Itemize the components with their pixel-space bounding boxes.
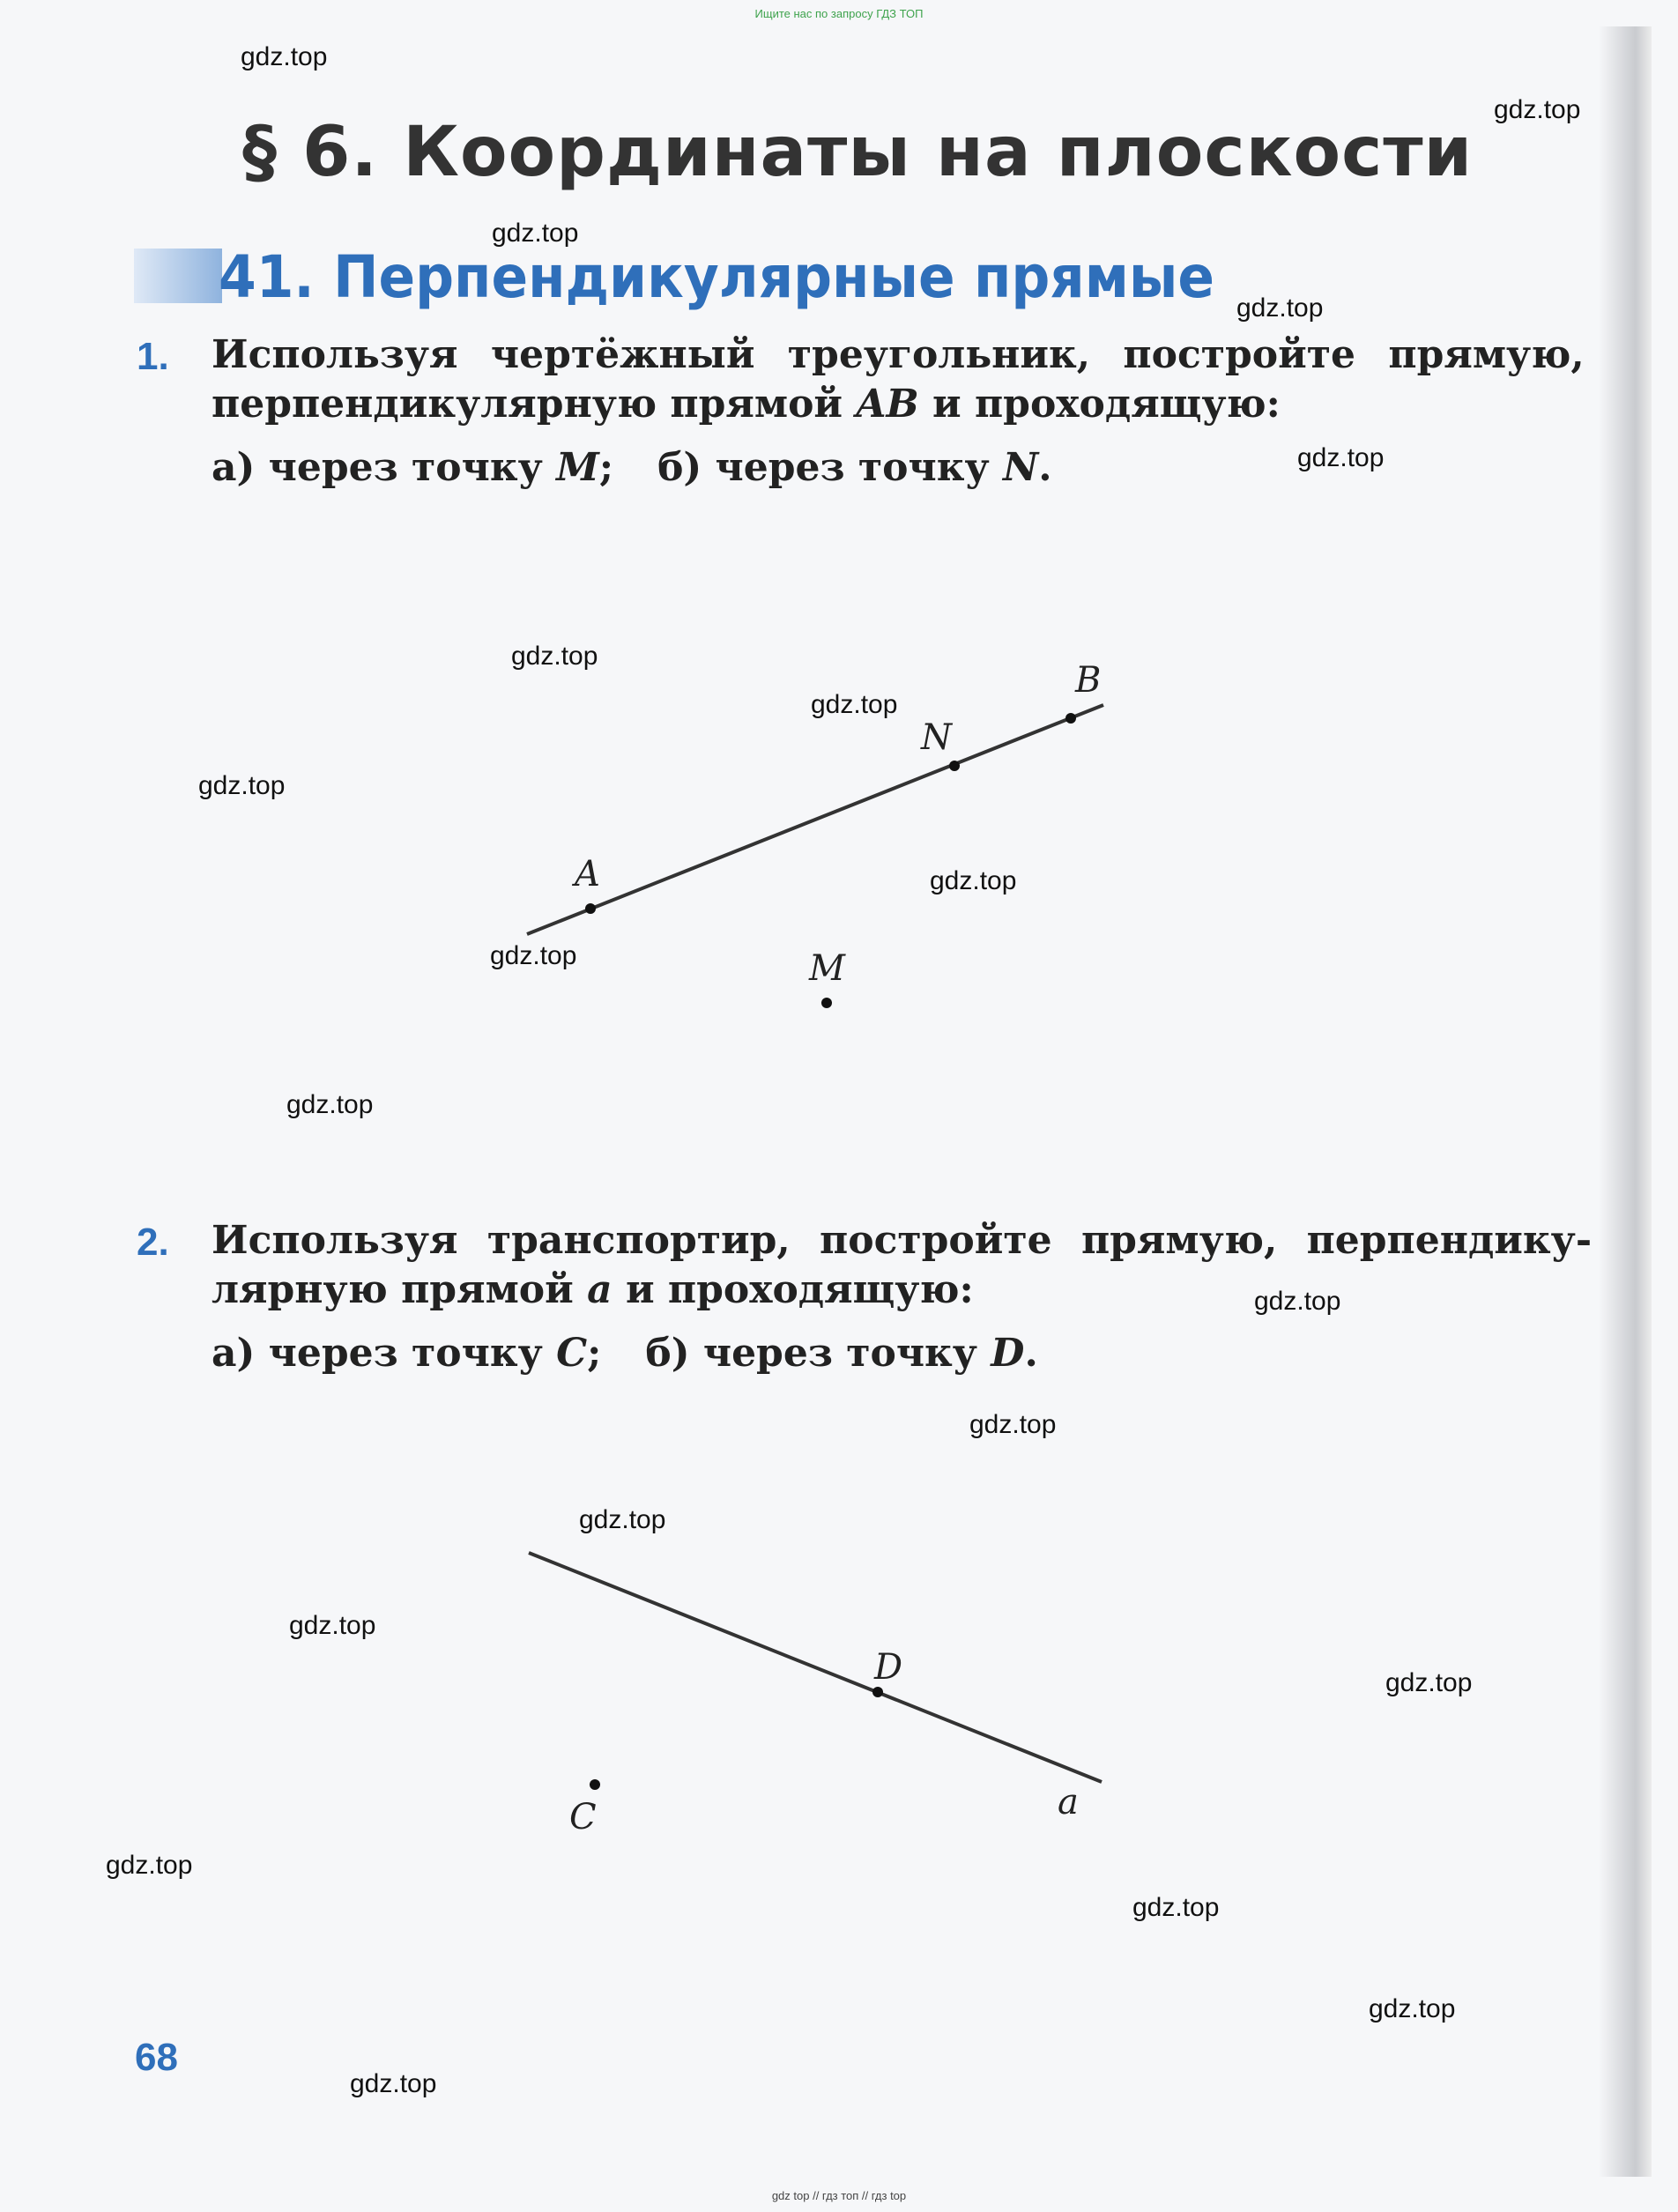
watermark: gdz.top [1254, 1287, 1341, 1316]
task2-b-post: . [1024, 1331, 1038, 1376]
watermark: gdz.top [1385, 1668, 1473, 1697]
figure-2 [529, 1553, 1102, 1837]
watermark: gdz.top [350, 2069, 437, 2098]
task1-b-var: N [1002, 445, 1039, 490]
page-number: 68 [135, 2036, 178, 2079]
watermark: gdz.top [198, 771, 286, 800]
task2-b-pre: б) через точку [645, 1331, 991, 1376]
label-b: B [1075, 660, 1102, 701]
watermark: gdz.top [490, 941, 577, 970]
watermark: gdz.top [289, 1611, 376, 1640]
watermark: gdz.top [969, 1410, 1057, 1439]
task1-line1: Используя чертёжный треугольник, постройте прямую, [212, 332, 1585, 377]
point-c [590, 1779, 600, 1790]
watermark: gdz.top [811, 690, 898, 719]
task1-a-pre: а) через точку [212, 445, 557, 490]
task1-a-post: ; [598, 445, 614, 490]
top-note: Ищите нас по запросу ГДЗ ТОП [754, 7, 924, 20]
watermark: gdz.top [1297, 443, 1385, 472]
line-a [529, 1553, 1102, 1782]
task2-b-var: D [991, 1331, 1025, 1376]
point-a [585, 903, 596, 914]
task1-b-pre: б) через точку [657, 445, 1003, 490]
watermark: gdz.top [241, 42, 328, 71]
watermark: gdz.top [1369, 1994, 1456, 2023]
label-line-a: a [1058, 1782, 1079, 1822]
task1-a-var: M [556, 445, 599, 490]
line-ab [527, 705, 1103, 934]
label-a: A [575, 854, 600, 894]
task2-line2-var: a [587, 1267, 613, 1312]
watermark: gdz.top [511, 642, 598, 671]
task1-b-post: . [1038, 445, 1052, 490]
task2-a-post: ; [587, 1331, 602, 1376]
point-d [872, 1687, 883, 1697]
watermark: gdz.top [286, 1090, 374, 1119]
watermark: gdz.top [1236, 293, 1324, 323]
task2-a-var: C [556, 1331, 588, 1376]
watermark: gdz.top [1494, 95, 1581, 124]
section-title: § 6. Координаты на плоскости [242, 113, 1474, 192]
label-m: M [809, 948, 845, 989]
point-b [1065, 713, 1076, 724]
lesson-title: 41. Перпендикулярные прямые [219, 243, 1215, 311]
bottom-note: gdz top // гдз топ // гдз top [771, 2189, 907, 2202]
point-m [821, 998, 832, 1008]
task2-line2-post: и проходящую: [612, 1267, 974, 1312]
task2-options [212, 1331, 1038, 1376]
task1-number: 1. [137, 335, 169, 378]
watermark: gdz.top [106, 1851, 193, 1880]
task1-line2-post: и проходящую: [918, 382, 1281, 427]
label-c: C [569, 1797, 597, 1837]
task1-line2-pre: перпендикулярную прямой [212, 382, 857, 427]
label-n: N [921, 717, 952, 758]
task1-line2-var: AB [856, 382, 919, 427]
task2-line2-pre: лярную прямой [212, 1267, 588, 1312]
task2-a-pre: а) через точку [212, 1331, 557, 1376]
watermark: gdz.top [492, 219, 579, 248]
task2-number: 2. [137, 1221, 169, 1264]
watermark: gdz.top [930, 866, 1017, 895]
label-d: D [874, 1647, 903, 1688]
watermark: gdz.top [579, 1505, 666, 1534]
watermark: gdz.top [1132, 1893, 1220, 1922]
point-n [949, 761, 960, 771]
task2-line1: Используя транспортир, постройте прямую, перпендику- [212, 1218, 1593, 1263]
